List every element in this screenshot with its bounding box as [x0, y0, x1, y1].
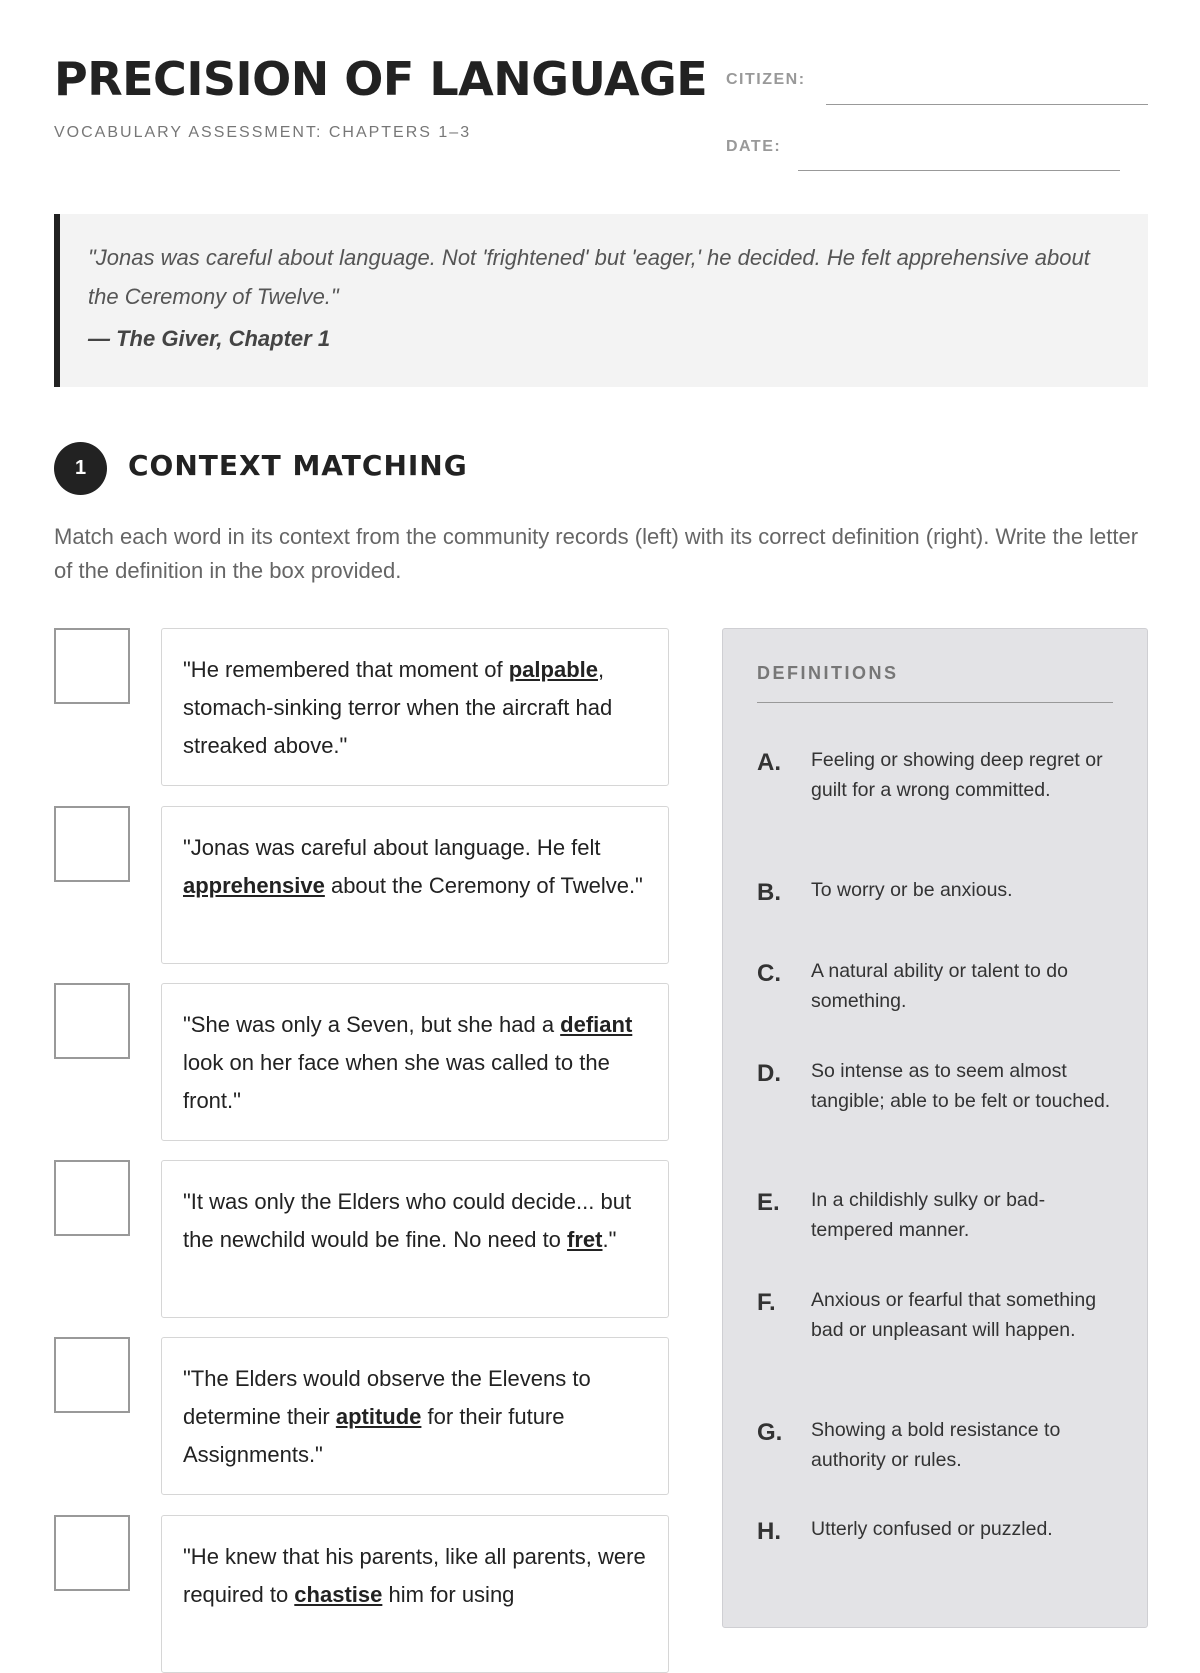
epigraph-quote	[54, 214, 1148, 387]
context-text: "He knew that his parents, like all parents, were required to	[183, 1544, 646, 1607]
definition-letter: B.	[757, 879, 781, 906]
section-number-badge: 1	[54, 442, 107, 495]
context-text: "She was only a Seven, but she had a	[183, 1012, 561, 1037]
definition-letter: F.	[757, 1289, 776, 1316]
definition-text: A natural ability or talent to do something.	[811, 960, 1068, 1012]
definition-letter: A.	[757, 749, 781, 776]
vocab-word: palpable	[508, 657, 598, 682]
definition-letter: D.	[757, 1060, 781, 1087]
definition-text: Showing a bold resistance to authority or rules.	[811, 1419, 1061, 1471]
context-text: "The Elders would observe the Elevens to determine their	[183, 1366, 591, 1429]
context-card	[161, 628, 669, 786]
definition-text: In a childishly sulky or bad-tempered manner.	[811, 1189, 1046, 1241]
context-text: him for using	[382, 1582, 515, 1607]
context-text: "He remembered that moment of	[183, 657, 509, 682]
definitions-divider	[757, 702, 1113, 703]
citizen-label: CITIZEN:	[726, 71, 806, 88]
worksheet-page	[54, 0, 1148, 1607]
answer-box[interactable]	[54, 1515, 130, 1591]
context-card	[161, 1515, 669, 1673]
definition-text: Feeling or showing deep regret or guilt for a wrong committed.	[811, 749, 1103, 801]
definition-letter: C.	[757, 960, 781, 987]
definitions-heading: DEFINITIONS	[757, 663, 899, 683]
answer-box[interactable]	[54, 1160, 130, 1236]
context-text: look on her face when she was called to the front."	[183, 1050, 610, 1113]
answer-box[interactable]	[54, 983, 130, 1059]
date-field[interactable]	[798, 170, 1120, 171]
context-text: for their future Assignments."	[183, 1404, 565, 1467]
answer-box[interactable]	[54, 628, 130, 704]
section-title: CONTEXT MATCHING	[128, 449, 468, 482]
page-title: PRECISION OF LANGUAGE	[54, 52, 708, 106]
context-card	[161, 806, 669, 964]
section-instructions: Match each word in its context from the community records (left) with its correct definition (right). Write the letter of the definition in the box provided.	[54, 524, 1139, 583]
vocab-word: aptitude	[335, 1404, 422, 1429]
definition-text: So intense as to seem almost tangible; able to be felt or touched.	[811, 1060, 1111, 1112]
page-subtitle: VOCABULARY ASSESSMENT: CHAPTERS 1–3	[54, 124, 472, 141]
quote-text: "Jonas was careful about language. Not 'frightened' but 'eager,' he decided. He felt apprehensive about the Ceremony of Twelve."	[88, 245, 1090, 309]
definition-letter: E.	[757, 1189, 780, 1216]
context-text: , stomach-sinking terror when the aircraft had streaked above."	[183, 657, 613, 758]
definition-letter: G.	[757, 1419, 783, 1446]
vocab-word: defiant	[560, 1012, 633, 1037]
context-text: "It was only the Elders who could decide... but the newchild would be fine. No need to	[183, 1189, 632, 1252]
context-text: "Jonas was careful about language. He felt	[183, 835, 601, 860]
definition-text: Anxious or fearful that something bad or unpleasant will happen.	[811, 1289, 1097, 1341]
context-card	[161, 1337, 669, 1495]
context-card	[161, 1160, 669, 1318]
definition-text: To worry or be anxious.	[811, 879, 1013, 901]
context-text: about the Ceremony of Twelve."	[324, 873, 643, 898]
vocab-word: apprehensive	[183, 873, 325, 898]
definition-letter: H.	[757, 1518, 781, 1545]
citizen-field[interactable]	[826, 104, 1148, 105]
vocab-word: chastise	[294, 1582, 383, 1607]
context-text: ."	[602, 1227, 617, 1252]
answer-box[interactable]	[54, 1337, 130, 1413]
answer-box[interactable]	[54, 806, 130, 882]
context-card	[161, 983, 669, 1141]
vocab-word: fret	[567, 1227, 603, 1252]
definition-text: Utterly confused or puzzled.	[811, 1518, 1053, 1540]
definitions-panel	[722, 628, 1148, 1628]
date-label: DATE:	[726, 138, 782, 155]
quote-attribution: — The Giver, Chapter 1	[88, 326, 331, 351]
